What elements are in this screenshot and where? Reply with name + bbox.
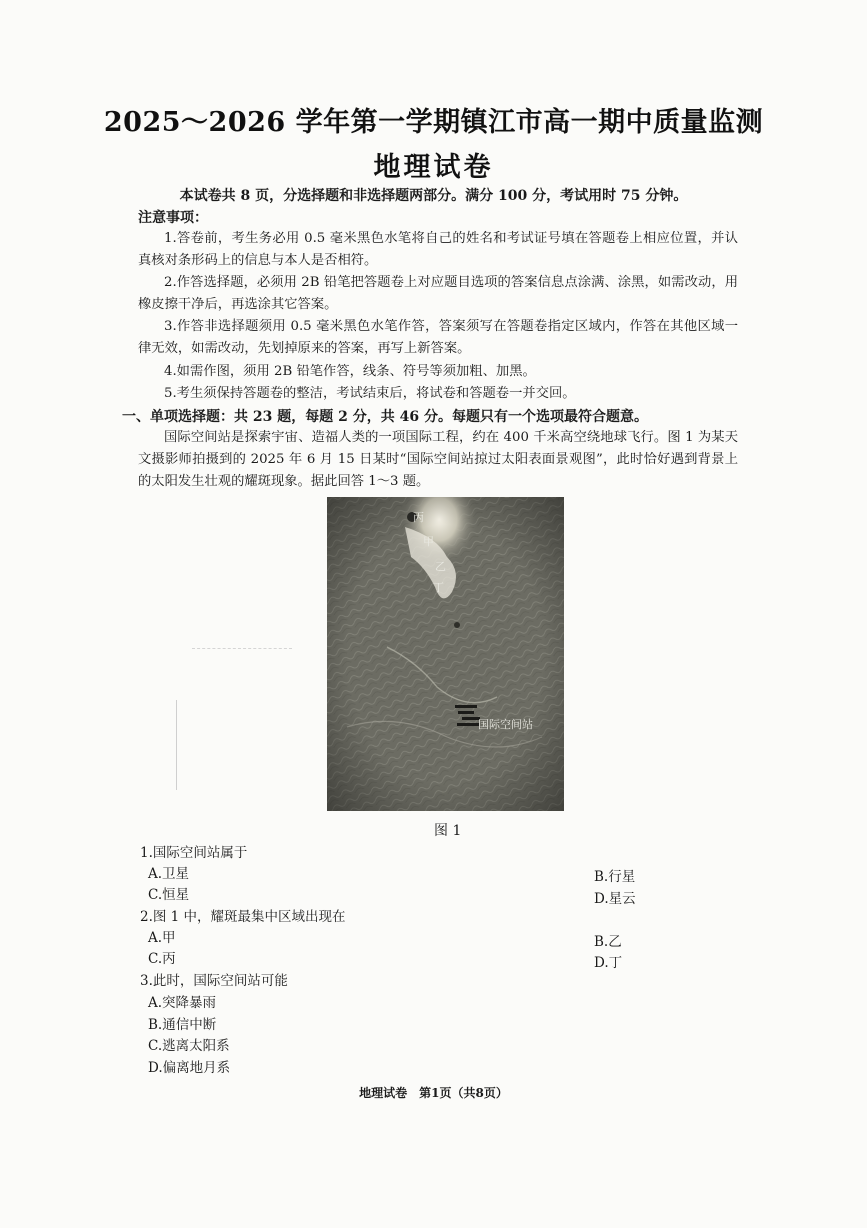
notice-heading: 注意事项： xyxy=(138,210,208,226)
question-2-option-a: A.甲 xyxy=(148,930,176,946)
question-2-option-b: B.乙 xyxy=(594,934,622,950)
scan-mark xyxy=(192,648,292,651)
question-3-option-c: C.逃离太阳系 xyxy=(148,1038,230,1054)
passage-text: 国际空间站是探索宇宙、造福人类的一项国际工程，约在 400 千米高空绕地球飞行。图 1 为某天文摄影师拍摄到的 2025 年 6 月 15 日某时“国际空间站掠过太阳表面景观图”，此时恰好遇到背景上的太阳发生壮观的耀斑现象。据此回答 1～3 题。 xyxy=(138,430,738,489)
notice-item-2: 2.作答选择题，必须用 2B 铅笔把答题卷上对应题目选项的答案信息点涂满、涂黑，如需改动，用橡皮擦干净后，再选涂其它答案。 xyxy=(138,275,738,312)
section-heading: 一、单项选择题：共 23 题，每题 2 分，共 46 分。每题只有一个选项最符合题意。 xyxy=(122,409,648,425)
label-bing: 丙 xyxy=(413,511,424,524)
question-1-stem: 1.国际空间站属于 xyxy=(140,845,248,861)
question-1-option-c: C.恒星 xyxy=(148,887,190,903)
label-jia: 甲 xyxy=(423,535,434,548)
notice-item-3: 3.作答非选择题须用 0.5 毫米黑色水笔作答，答案须写在答题卷指定区域内，作答在其他区域一律无效，如需改动，先划掉原来的答案，再写上新答案。 xyxy=(138,319,738,356)
scan-mark xyxy=(176,700,177,790)
question-1-option-d: D.星云 xyxy=(594,891,636,907)
question-2-stem: 2.图 1 中，耀斑最集中区域出现在 xyxy=(140,909,346,925)
exam-intro: 本试卷共 8 页，分选择题和非选择题两部分。满分 100 分，考试用时 75 分钟。 xyxy=(179,188,688,204)
question-2-option-d: D.丁 xyxy=(594,955,623,971)
figure-solar-flare-image xyxy=(327,497,564,811)
notice-item-1: 1.答卷前，考生务必用 0.5 毫米黑色水笔将自己的姓名和考试证号填在答题卷上相应位置，并认真核对条形码上的信息与本人是否相符。 xyxy=(138,231,738,268)
question-3-option-a: A.突降暴雨 xyxy=(148,995,217,1011)
question-2-option-c: C.丙 xyxy=(148,951,176,967)
question-3-option-d: D.偏离地月系 xyxy=(148,1060,231,1076)
page-footer: 地理试卷 第1页（共8页） xyxy=(359,1086,508,1100)
exam-subtitle: 地理试卷 xyxy=(373,152,494,183)
exam-title: 2025～2026 学年第一学期镇江市高一期中质量监测 xyxy=(103,107,764,138)
figure-caption: 图 1 xyxy=(434,823,462,839)
label-ding: 丁 xyxy=(433,581,444,594)
question-3-option-b: B.通信中断 xyxy=(148,1017,217,1033)
label-yi: 乙 xyxy=(435,560,446,573)
question-3-stem: 3.此时，国际空间站可能 xyxy=(140,973,288,989)
question-1-option-a: A.卫星 xyxy=(148,866,190,882)
notice-item-4: 4.如需作图，须用 2B 铅笔作答，线条、符号等须加粗、加黑。 xyxy=(164,364,536,379)
label-iss: 国际空间站 xyxy=(478,718,533,731)
notice-item-5: 5.考生须保持答题卷的整洁，考试结束后，将试卷和答题卷一并交回。 xyxy=(164,386,576,401)
question-1-option-b: B.行星 xyxy=(594,869,636,885)
